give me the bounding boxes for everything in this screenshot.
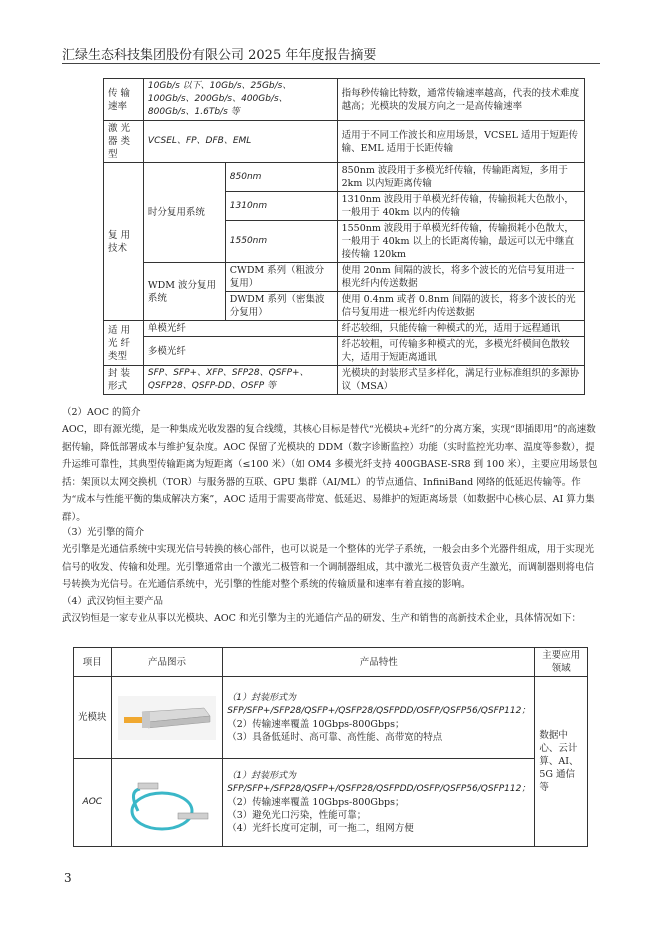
page-number: 3 (64, 871, 72, 885)
feature-line: （1）封装形式为 SFP/SFP+/SFP28/QSFP+/QSFP28/QSFPDD/OSFP/QSFP56/QSFP112； (227, 692, 531, 716)
table-row (104, 121, 585, 163)
sub-desc: 使用 0.4nm 或者 0.8nm 间隔的波长，将多个波长的光信号复用进一根光纤内传送数据 (337, 292, 584, 321)
header-divider (62, 63, 600, 64)
table-row (74, 677, 588, 759)
sub-name: DWDM 系列（密集波分复用） (225, 292, 337, 321)
feature-line: （2）传输速率覆盖 10Gbps-800Gbps； (227, 797, 405, 808)
row-label: 复 用技术 (104, 163, 144, 321)
table-row (104, 321, 585, 337)
table-row (104, 337, 585, 366)
sub-name: CWDM 系列（粗波分复用） (225, 263, 337, 292)
engine-body: 光引擎是光通信系统中实现光信号转换的核心部件，也可以说是一个整体的光学子系统，一般会由多个光器件组成，用于实现光信号的收发、传输和处理。光引擎通常由一个激光二极管和一个调制器组成，其中激光二极管负责产生激光，而调制器则将电信号转换为光信号。在光通信系统中，光引擎的性能对整个系统的传输质量和速率有着直接的影响。 (62, 544, 595, 590)
wdm-label: WDM 波分复用系统 (143, 263, 225, 321)
aoc-cable-photo (118, 781, 216, 825)
engine-heading: （3）光引擎的简介 (62, 527, 145, 538)
optical-module-photo (118, 696, 216, 740)
row-label: 传 输速率 (104, 79, 144, 121)
row-label: 激 光器 类型 (104, 121, 144, 163)
product-item: 光模块 (74, 677, 112, 759)
col-header: 项目 (74, 648, 112, 677)
page-header: 汇绿生态科技集团股份有限公司 2025 年年度报告摘要 (62, 48, 377, 63)
sub-name: 1310nm (225, 192, 337, 221)
row-desc: 适用于不同工作波长和应用场景，VCSEL 适用于短距传输、EML 适用于长距传输 (337, 121, 584, 163)
feature-line: （3）避免光口污染，性能可靠； (227, 810, 367, 821)
row-value: VCSEL、FP、DFB、EML (143, 121, 337, 163)
table-row (104, 79, 585, 121)
feature-line: （1）封装形式为 SFP/SFP+/SFP28/QSFP+/QSFP28/QSFPDD/OSFP/QSFP56/QSFP112； (227, 771, 531, 794)
row-desc: 指每秒传输比特数，通常传输速率越高，代表的技术难度越高；光模块的发展方向之一是高传输速率 (337, 79, 584, 121)
table-header-row (74, 648, 588, 677)
row-value: 10Gb/s 以下、10Gb/s、25Gb/s、100Gb/s、200Gb/s、400Gb/s、800Gb/s、1.6Tb/s 等 (143, 79, 337, 121)
row-value: SFP、SFP+、XFP、SFP28、QSFP+、QSFP28、QSFP-DD、OSFP 等 (143, 366, 337, 395)
sub-name: 单模光纤 (143, 321, 337, 337)
application-areas: 数据中心、云计算、AI、5G 通信等 (535, 677, 588, 847)
col-header: 产品特性 (223, 648, 535, 677)
sub-name: 1550nm (225, 221, 337, 263)
product-features (223, 677, 535, 759)
aoc-body: AOC，即有源光缆，是一种集成光收发器的复合线缆，其核心目标是替代“光模块+光纤”的分离方案，实现“即插即用”的高速数据传输，降低部署成本与维护复杂度。AOC 保留了光模块的 DDM（数字诊断监控）功能（实时监控光功率、温度等参数），提升运维可靠性，其典型传输距离为短距离（≤100 米）（如 OM4 多模光纤支持 400GBASE-SR8 到 100 米），主要应用场景包括：架顶以太网交换机（TOR）与服务器的互联、GPU 集群（AI/ML）的节点通信、InfiniBand 网络的低延迟传输等。作为“成本与性能平衡的集成解决方案”，AOC 适用于需要高带宽、低延迟、易維护的短距离场景（如数据中心核心层、AI 算力集群）。 (62, 424, 598, 523)
sub-desc: 纤芯较细，只能传输一种模式的光，适用于远程通讯 (337, 321, 584, 337)
product-image-cell (111, 759, 223, 847)
row-desc: 光模块的封装形式呈多样化，满足行业标准组织的多源协议（MSA） (337, 366, 584, 395)
sub-desc: 850nm 波段用于多模光纤传输，传输距离短，多用于 2km 以内短距离传输 (337, 163, 584, 192)
table-row (74, 759, 588, 847)
feature-line: （3）具备低延时、高可靠、高性能、高带宽的特点 (227, 731, 443, 743)
feature-line: （2）传输速率覆盖 10Gbps-800Gbps； (227, 718, 405, 730)
sub-desc: 1550nm 波段用于单模光纤传输，传输损耗小色散大，一般用于 40km 以上的长距离传输，最远可以无中继直接传输 120km (337, 221, 584, 263)
sub-name: 850nm (225, 163, 337, 192)
table-row (104, 263, 585, 292)
col-header: 主要应用领域 (535, 648, 588, 677)
products-heading: （4）武汉钧恒主要产品 (62, 596, 164, 607)
col-header: 产品图示 (111, 648, 223, 677)
sub-name: 多模光纤 (143, 337, 337, 366)
table-row (104, 163, 585, 192)
products-table (73, 647, 588, 847)
sub-desc: 使用 20nm 间隔的波长，将多个波长的光信号复用进一根光纤内传送数据 (337, 263, 584, 292)
table-row (104, 366, 585, 395)
row-label: 封 装形式 (104, 366, 144, 395)
products-body: 武汉钧恒是一家专业从事以光模块、AOC 和光引擎为主的光通信产品的研发、生产和销售的高新技术企业，具体情况如下： (62, 613, 581, 624)
row-label: 适 用光 纤类型 (104, 321, 144, 366)
feature-line: （4）光纤长度可定制，可一拖二，组网方便 (227, 823, 414, 834)
spec-table (103, 78, 585, 395)
aoc-heading: （2）AOC 的简介 (62, 407, 141, 418)
product-features (223, 759, 535, 847)
product-item: AOC (74, 759, 112, 847)
sub-desc: 1310nm 波段用于单模光纤传输，传输损耗大色散小，一般用于 40km 以内的传输 (337, 192, 584, 221)
tdm-label: 时分复用系统 (143, 163, 225, 263)
sub-desc: 纤芯较粗，可传输多种模式的光，多模光纤模间色散较大，适用于短距离通讯 (337, 337, 584, 366)
product-image-cell (111, 677, 223, 759)
